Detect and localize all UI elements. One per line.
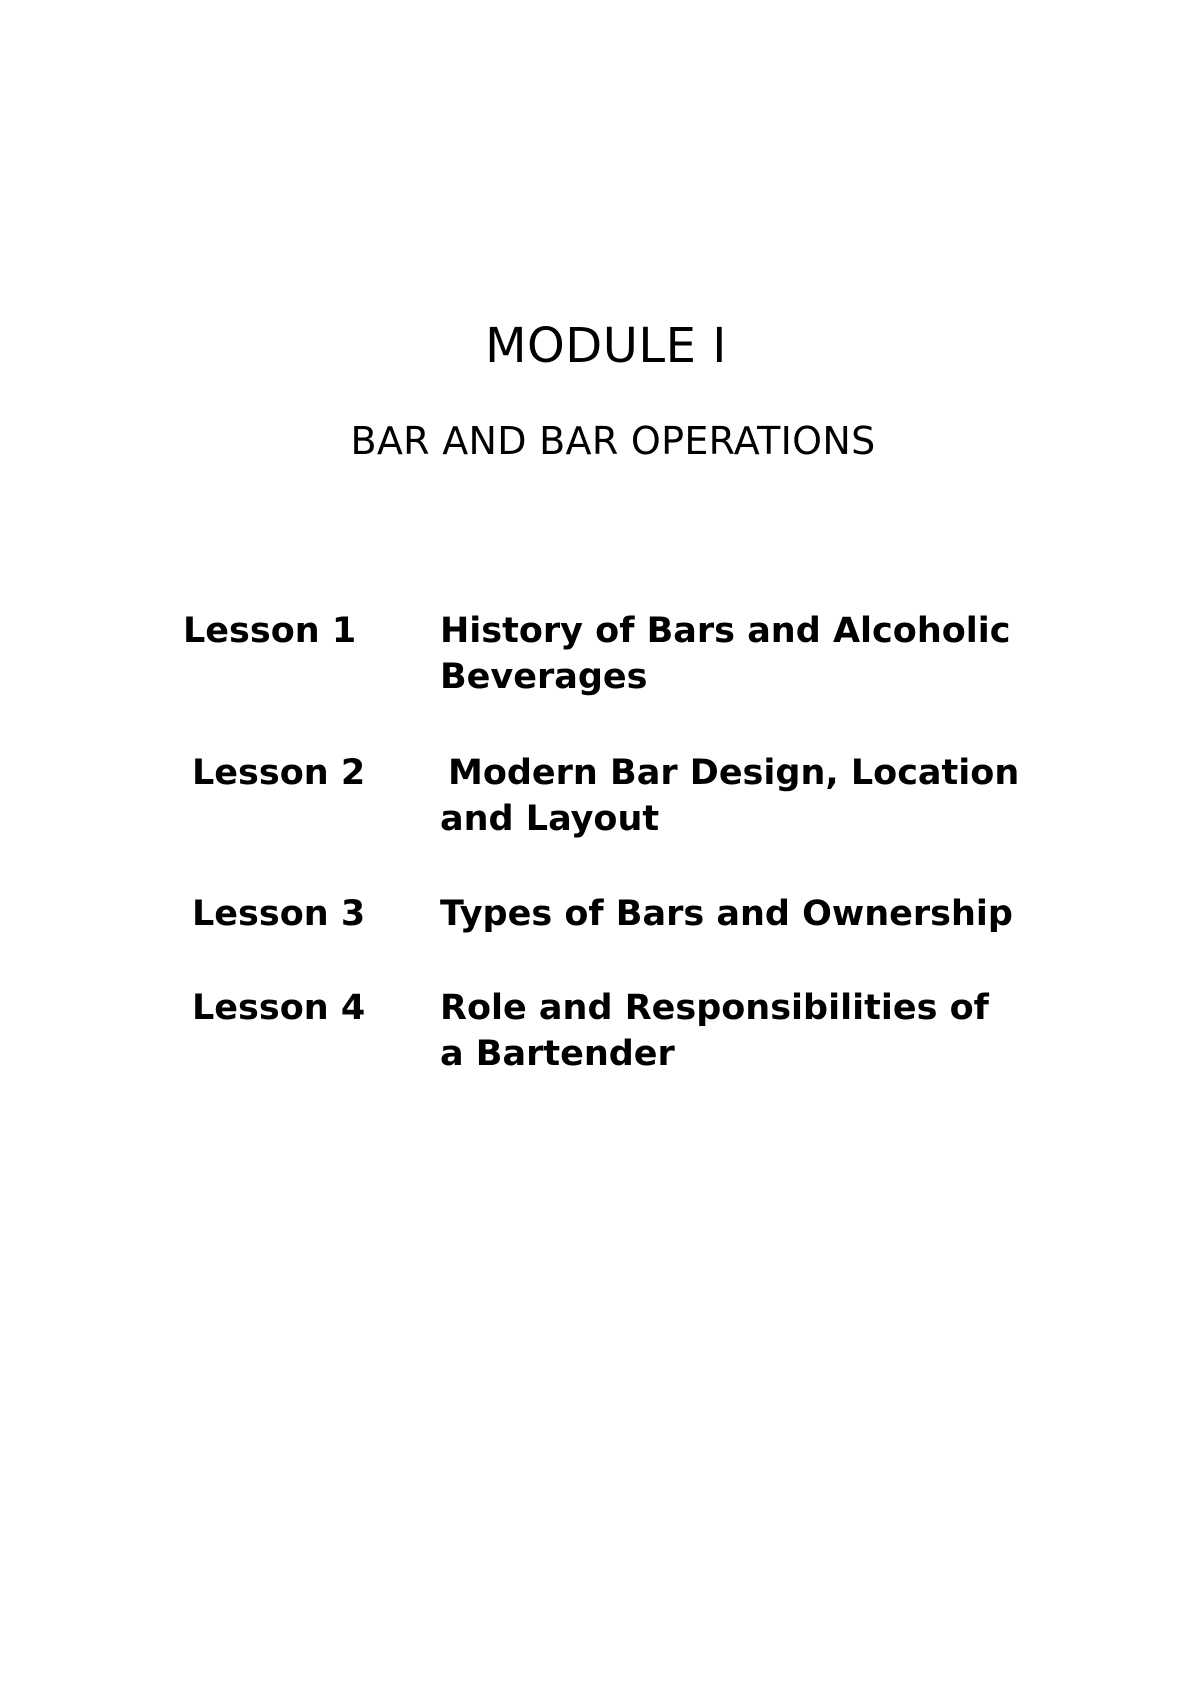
lesson-label: Lesson 3	[192, 894, 366, 934]
lesson-title: Types of Bars and Ownership	[440, 894, 1013, 934]
lesson-title: Modern Bar Design, Location and Layout	[440, 753, 1020, 839]
lesson-title: Role and Responsibilities of a Bartender	[440, 988, 989, 1074]
lesson-label: Lesson 1	[183, 611, 357, 651]
lesson-label: Lesson 4	[192, 988, 366, 1028]
lesson-label: Lesson 2	[192, 753, 366, 793]
lesson-title: History of Bars and Alcoholic Beverages	[440, 611, 1011, 697]
module-title: MODULE I	[485, 318, 727, 374]
module-subtitle: BAR AND BAR OPERATIONS	[350, 419, 876, 463]
